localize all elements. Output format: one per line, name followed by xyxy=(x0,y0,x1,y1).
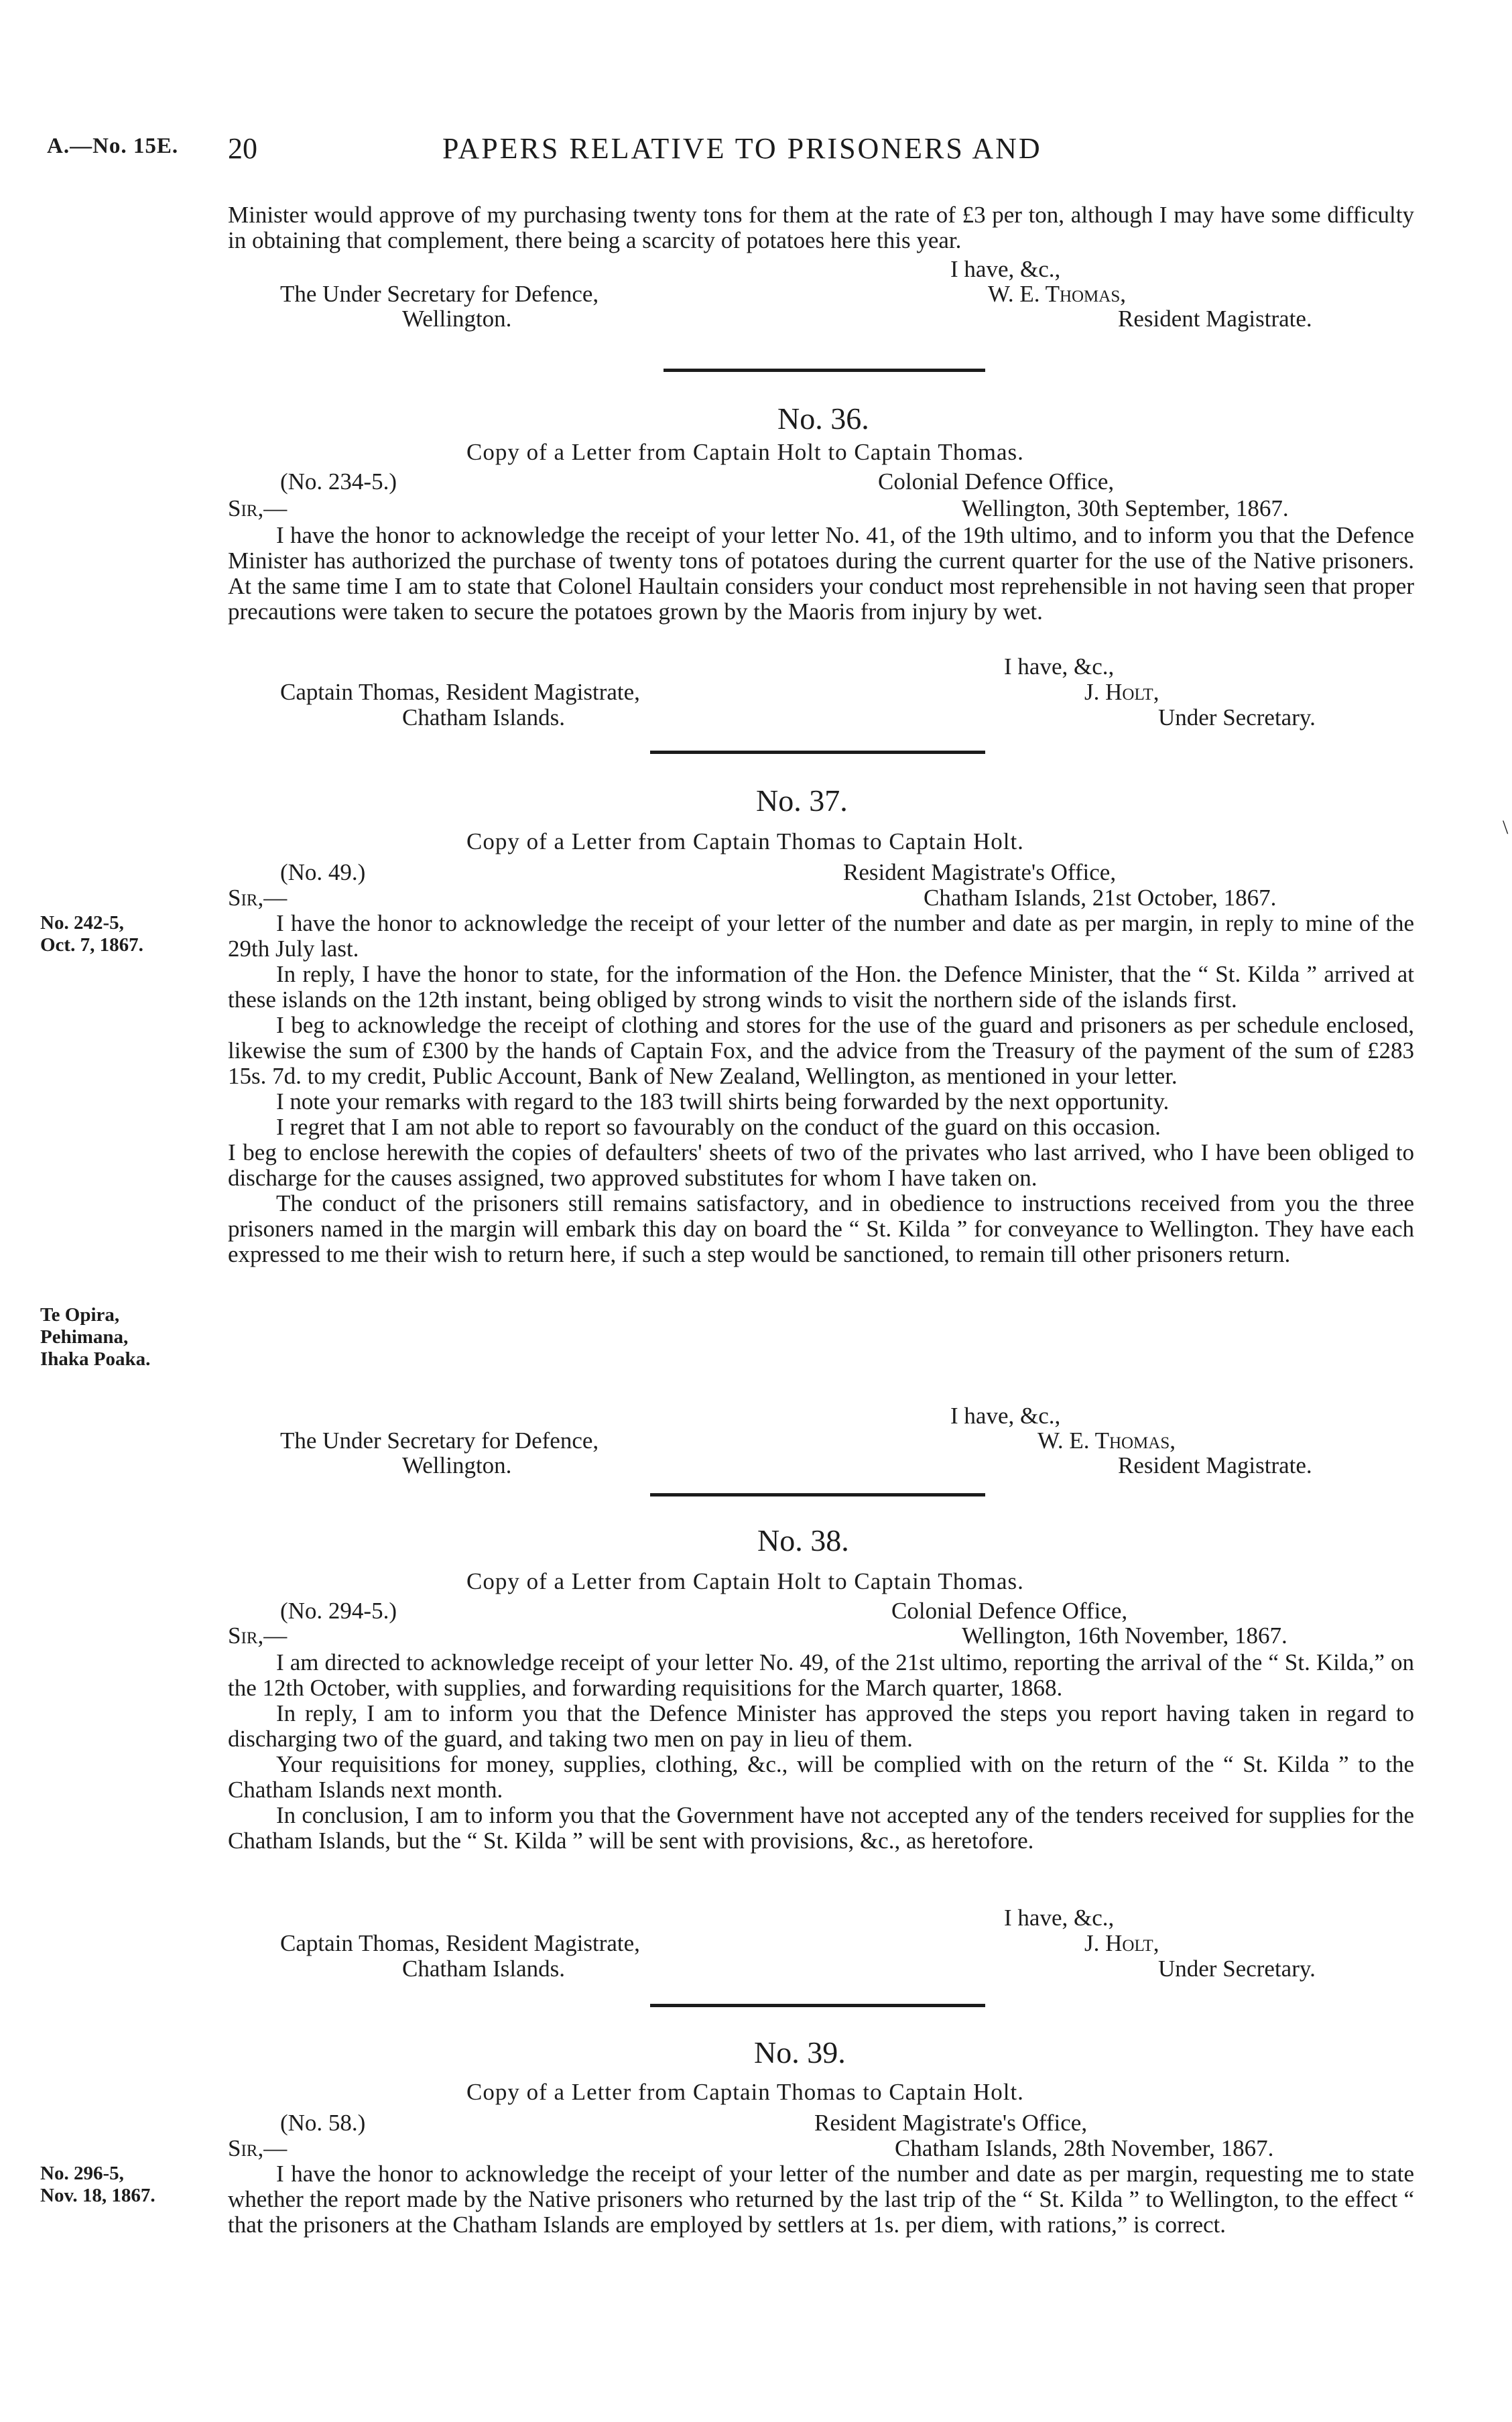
letter-36-addressee-place: Chatham Islands. xyxy=(402,704,566,730)
intro-paragraph: Minister would approve of my purchasing twenty tons for them at the rate of £3 per ton, although I may have some difficulty in obtaining that complement, there being a scarcity of potatoes here this year. xyxy=(228,202,1414,253)
stray-mark: \ xyxy=(1503,816,1509,838)
letter-37-addressee: The Under Secretary for Defence, xyxy=(280,1427,599,1454)
letter-37-ref: (No. 49.) xyxy=(280,859,366,885)
letter-39-place-date: Chatham Islands, 28th November, 1867. xyxy=(895,2135,1274,2161)
letter-37-number: No. 37. xyxy=(756,783,848,818)
letter-36-office: Colonial Defence Office, xyxy=(878,468,1115,495)
letter-39-office: Resident Magistrate's Office, xyxy=(814,2110,1088,2136)
letter-36-signer: J. Holt, xyxy=(1084,679,1159,705)
letter-37-margin-reference: No. 242-5, Oct. 7, 1867. xyxy=(40,912,143,956)
letter-37-sign-have: I have, &c., xyxy=(950,1403,1061,1429)
intro-signer-title: Resident Magistrate. xyxy=(1118,306,1312,332)
letter-38-signer-title: Under Secretary. xyxy=(1158,1956,1316,1982)
letter-37-salutation: Sir,— xyxy=(228,885,288,911)
letter-37-place-date: Chatham Islands, 21st October, 1867. xyxy=(924,885,1277,911)
intro-sign-have: I have, &c., xyxy=(950,256,1061,282)
letter-38-salutation: Sir,— xyxy=(228,1622,288,1649)
letter-38-number: No. 38. xyxy=(757,1523,849,1557)
letter-37-addressee-place: Wellington. xyxy=(402,1452,512,1478)
letter-39-caption: Copy of a Letter from Captain Thomas to Captain Holt. xyxy=(466,2079,1024,2105)
letter-36-signer-title: Under Secretary. xyxy=(1158,704,1316,730)
letter-38-caption: Copy of a Letter from Captain Holt to Captain Thomas. xyxy=(466,1568,1024,1594)
letter-38-sign-have: I have, &c., xyxy=(1004,1905,1115,1931)
page-number: 20 xyxy=(228,132,257,165)
letter-36-addressee: Captain Thomas, Resident Magistrate, xyxy=(280,679,640,705)
letter-37-caption: Copy of a Letter from Captain Thomas to Captain Holt. xyxy=(466,828,1024,854)
letter-39-ref: (No. 58.) xyxy=(280,2110,366,2136)
letter-39-number: No. 39. xyxy=(754,2035,846,2069)
letter-36-sign-have: I have, &c., xyxy=(1004,653,1115,680)
intro-addressee-place: Wellington. xyxy=(402,306,512,332)
letter-36-caption: Copy of a Letter from Captain Holt to Captain Thomas. xyxy=(466,439,1024,465)
letter-37-signer: W. E. Thomas, xyxy=(1037,1427,1176,1454)
letter-39-salutation: Sir,— xyxy=(228,2135,288,2161)
running-title: PAPERS RELATIVE TO PRISONERS AND xyxy=(442,132,1042,165)
letter-36-number: No. 36. xyxy=(777,401,869,436)
document-reference: A.—No. 15E. xyxy=(47,134,179,158)
letter-36-salutation: Sir,— xyxy=(228,495,288,521)
letter-38-body: I am directed to acknowledge receipt of your letter No. 49, of the 21st ultimo, reporting the arrival of the “ St. Kilda,” on the 12th October, with supplies, and forwarding requisitions for the March quarter, 1868. In reply, I am to inform you that the Defence Minister has approved the steps you report having taken in regard to discharging two of the guard, and taking two men on pay in lieu of them. Your requisitions for money, supplies, clothing, &c., will be complied with on the return of the “ St. Kilda ” to the Chatham Islands next month. In conclusion, I am to inform you that the Government have not accepted any of the tenders received for supplies for the Chatham Islands, but the “ St. Kilda ” will be sent with provisions, &c., as heretofore. xyxy=(228,1649,1414,1854)
letter-39-margin-reference: No. 296-5, Nov. 18, 1867. xyxy=(40,2163,155,2206)
section-divider xyxy=(650,2004,985,2007)
letter-39-body: I have the honor to acknowledge the receipt of your letter of the number and date as per margin, requesting me to state whether the report made by the Native prisoners who returned by the last trip of the “ St. Kilda ” to Wellington, to the effect “ that the prisoners at the Chatham Islands are employed by settlers at 1s. per diem, with rations,” is correct. xyxy=(228,2161,1414,2238)
section-divider xyxy=(650,1493,985,1496)
intro-addressee: The Under Secretary for Defence, xyxy=(280,281,599,307)
letter-37-office: Resident Magistrate's Office, xyxy=(843,859,1117,885)
letter-36-body: I have the honor to acknowledge the receipt of your letter No. 41, of the 19th ultimo, and to inform you that the Defence Minister has authorized the purchase of twenty tons of potatoes during the current quarter for the use of the Native prisoners. At the same time I am to state that Colonel Haultain considers your conduct most reprehensible in not having seen that proper precautions were taken to secure the potatoes grown by the Maoris from injury by wet. xyxy=(228,522,1414,625)
letter-38-addressee-place: Chatham Islands. xyxy=(402,1956,566,1982)
intro-signer: W. E. Thomas, xyxy=(988,281,1126,307)
letter-36-ref: (No. 234-5.) xyxy=(280,468,397,495)
letter-38-addressee: Captain Thomas, Resident Magistrate, xyxy=(280,1930,640,1956)
letter-38-place-date: Wellington, 16th November, 1867. xyxy=(962,1622,1287,1649)
letter-37-body: I have the honor to acknowledge the receipt of your letter of the number and date as per margin, in reply to mine of the 29th July last. In reply, I have the honor to state, for the information of the Hon. the Defence Minister, that the “ St. Kilda ” arrived at these islands on the 12th instant, being obliged by strong winds to visit the northern side of the islands first. I beg to acknowledge the receipt of clothing and stores for the use of the guard and prisoners as per schedule enclosed, likewise the sum of £300 by the hands of Captain Fox, and the advice from the Treasury of the payment of the sum of £283 15s. 7d. to my credit, Public Account, Bank of New Zealand, Wellington, as mentioned in your letter. I note your remarks with regard to the 183 twill shirts being forwarded by the next opportunity. I regret that I am not able to report so favourably on the conduct of the guard on this occasion. I beg to enclose herewith the copies of defaulters' sheets of two of the privates who last arrived, who I have been obliged to discharge for the causes assigned, two approved substitutes for whom I have taken on. The conduct of the prisoners still remains satisfactory, and in obedience to instructions received from you the three prisoners named in the margin will embark this day on board the “ St. Kilda ” for conveyance to Wellington. They have each expressed to me their wish to return here, if such a step would be sanctioned, to remain till other prisoners return. xyxy=(228,910,1414,1267)
letter-38-signer: J. Holt, xyxy=(1084,1930,1159,1956)
letter-37-signer-title: Resident Magistrate. xyxy=(1118,1452,1312,1478)
letter-36-place-date: Wellington, 30th September, 1867. xyxy=(962,495,1289,521)
letter-37-margin-prisoners: Te Opira, Pehimana, Ihaka Poaka. xyxy=(40,1304,151,1370)
section-divider xyxy=(664,369,985,372)
letter-38-office: Colonial Defence Office, xyxy=(891,1598,1128,1624)
letter-38-ref: (No. 294-5.) xyxy=(280,1598,397,1624)
section-divider xyxy=(650,751,985,754)
